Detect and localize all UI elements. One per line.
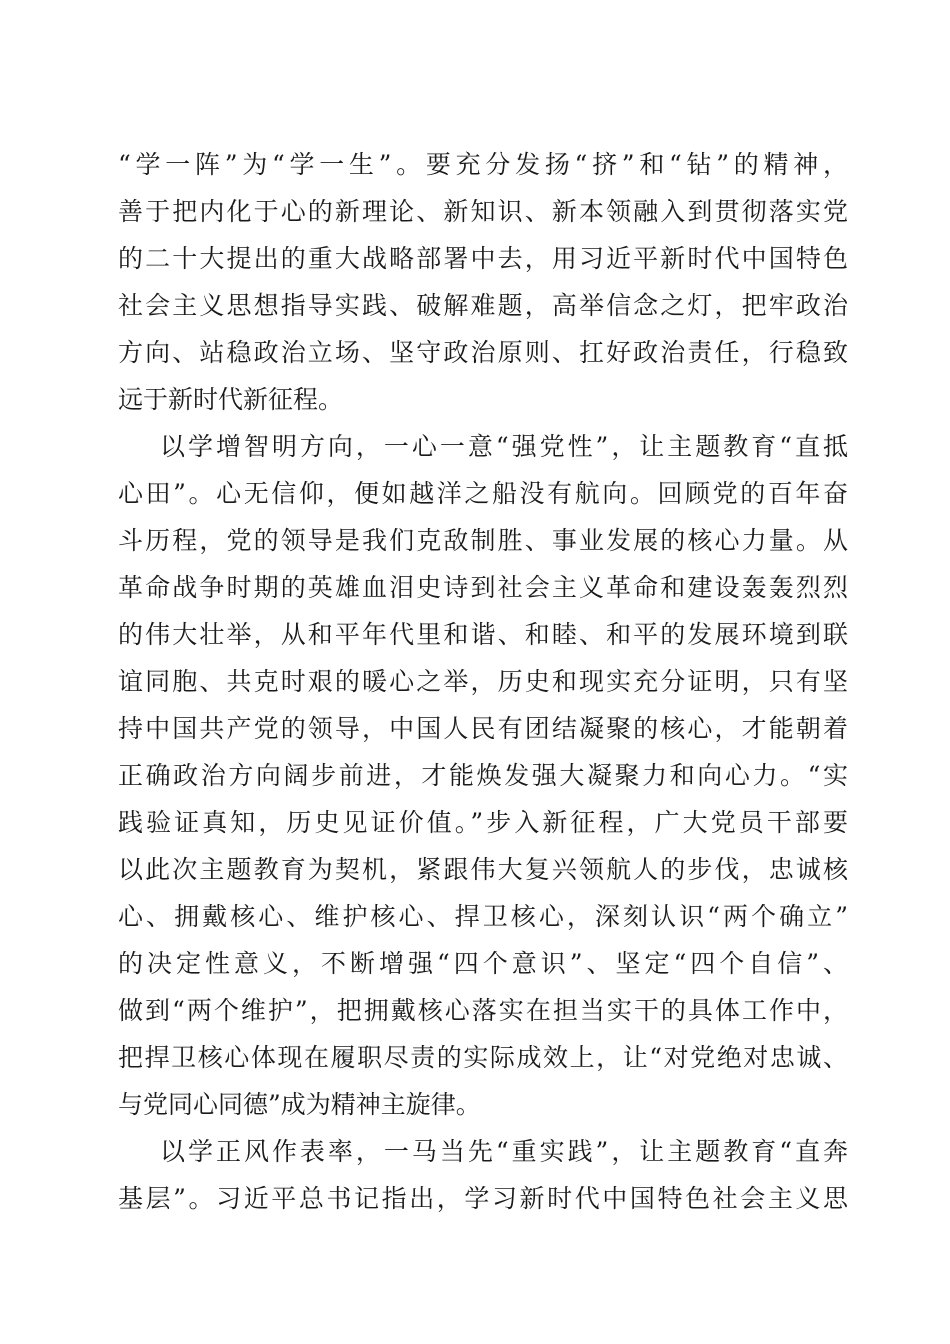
text-line: 正确政治方向阔步前进，才能焕发强大凝聚力和向心力。“实	[118, 761, 848, 790]
text-line: 的伟大壮举，从和平年代里和谐、和睦、和平的发展环境到联	[118, 620, 848, 649]
text-line: 做到“两个维护”，把拥戴核心落实在担当实干的具体工作中，	[118, 996, 848, 1025]
text-line: 基层”。习近平总书记指出，学习新时代中国特色社会主义思	[118, 1184, 848, 1213]
text-line: 斗历程，党的领导是我们克敌制胜、事业发展的核心力量。从	[118, 526, 848, 555]
text-line: 持中国共产党的领导，中国人民有团结凝聚的核心，才能朝着	[118, 714, 848, 743]
text-line: 与党同心同德”成为精神主旋律。	[118, 1090, 481, 1119]
text-line: 的决定性意义，不断增强“四个意识”、坚定“四个自信”、	[118, 949, 848, 978]
text-line: 方向、站稳政治立场、坚守政治原则、扛好政治责任，行稳致	[118, 338, 848, 367]
paragraph-first-line: 以学正风作表率，一马当先“重实践”，让主题教育“直奔	[160, 1137, 848, 1166]
text-line: 把捍卫核心体现在履职尽责的实际成效上，让“对党绝对忠诚、	[118, 1043, 848, 1072]
text-line: 践验证真知，历史见证价值。”步入新征程，广大党员干部要	[118, 808, 848, 837]
text-line: 社会主义思想指导实践、破解难题，高举信念之灯，把牢政治	[118, 291, 848, 320]
text-line: 远于新时代新征程。	[118, 385, 344, 414]
paragraph-first-line: 以学增智明方向，一心一意“强党性”，让主题教育“直抵	[160, 432, 848, 461]
text-line: 以此次主题教育为契机，紧跟伟大复兴领航人的步伐，忠诚核	[118, 855, 848, 884]
text-line: 谊同胞、共克时艰的暖心之举，历史和现实充分证明，只有坚	[118, 667, 848, 696]
text-line: 心、拥戴核心、维护核心、捍卫核心，深刻认识“两个确立”	[118, 902, 848, 931]
text-line: “学一阵”为“学一生”。要充分发扬“挤”和“钻”的精神，	[118, 150, 848, 179]
text-line: 善于把内化于心的新理论、新知识、新本领融入到贯彻落实党	[118, 197, 848, 226]
text-line: 的二十大提出的重大战略部署中去，用习近平新时代中国特色	[118, 244, 848, 273]
text-line: 革命战争时期的英雄血泪史诗到社会主义革命和建设轰轰烈烈	[118, 573, 848, 602]
text-line: 心田”。心无信仰，便如越洋之船没有航向。回顾党的百年奋	[118, 479, 848, 508]
